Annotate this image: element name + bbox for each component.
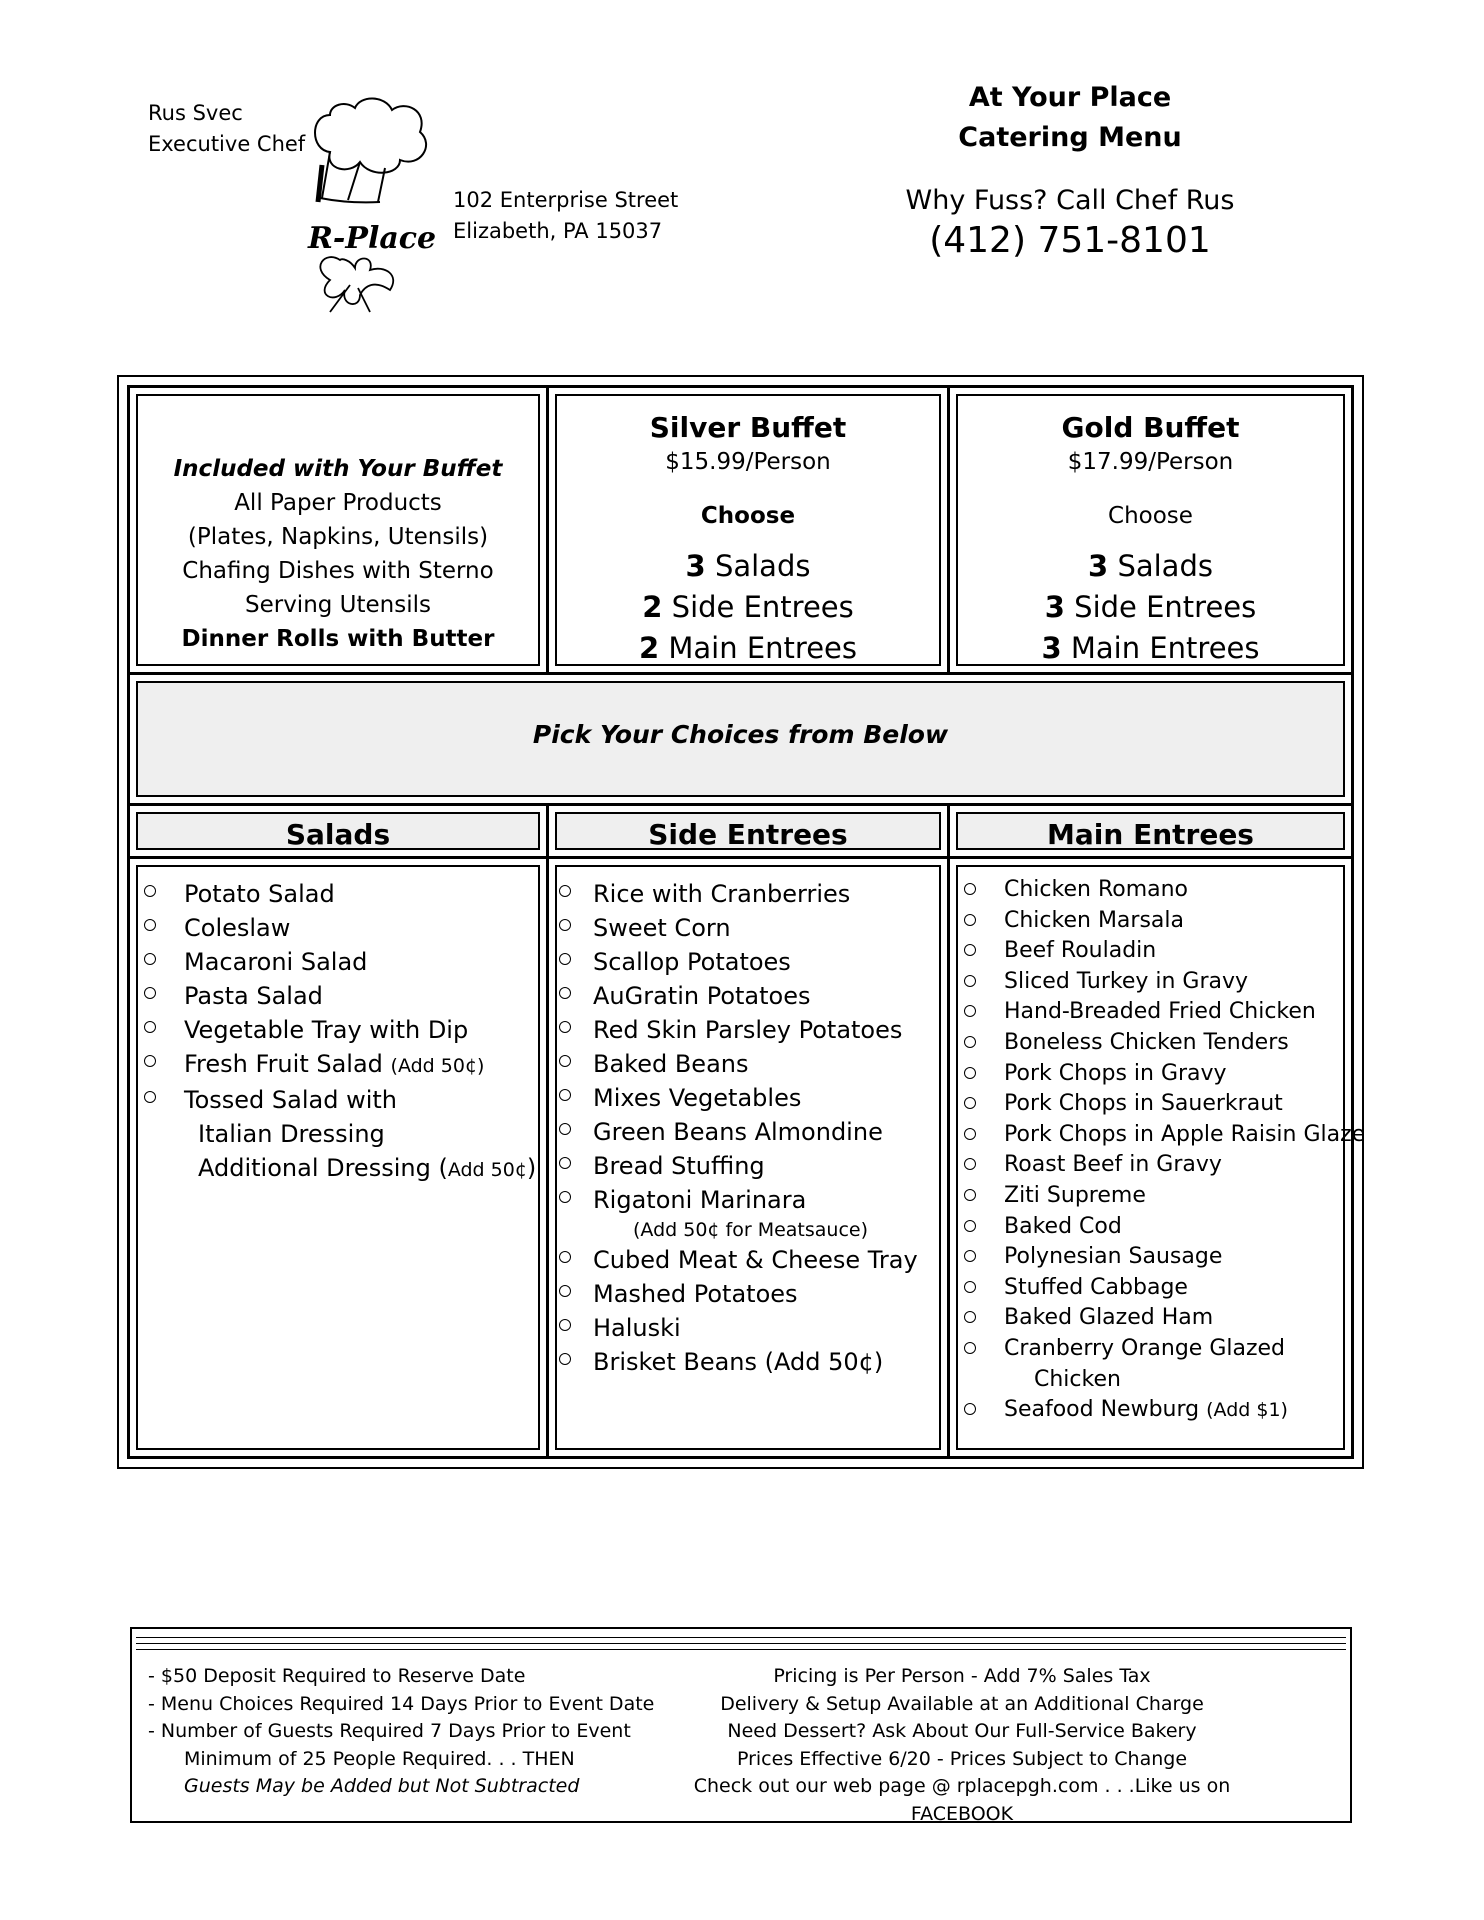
list-item: Vegetable Tray with Dip: [142, 1013, 536, 1047]
salads-header: Salads: [136, 812, 540, 850]
sides-list: [557, 877, 918, 1379]
mains-box: [956, 865, 1366, 1450]
list-item: Hand-Breaded Fried Chicken: [962, 997, 1365, 1028]
included-item: (Plates, Napkins, Utensils): [187, 524, 489, 550]
list-item: Cranberry Orange Glazed Chicken: [962, 1334, 1365, 1395]
chef-name: Rus Svec: [148, 101, 243, 125]
list-item: Chicken Marsala: [962, 906, 1365, 937]
chef-hat-icon: [300, 90, 460, 315]
included-item: Chafing Dishes with Sterno: [182, 558, 494, 584]
r-place-logo: [300, 90, 460, 315]
included-cell: [127, 385, 549, 675]
list-item: Sliced Turkey in Gravy: [962, 967, 1365, 998]
footer-box: [130, 1627, 1352, 1823]
footer-info-line: Need Dessert? Ask About Our Full-Service Bakery: [727, 1720, 1197, 1742]
list-item: Red Skin Parsley Potatoes: [557, 1013, 918, 1047]
list-item: Brisket Beans (Add 50¢): [557, 1345, 918, 1379]
list-item: Seafood Newburg (Add $1): [962, 1395, 1365, 1426]
list-item: Cubed Meat & Cheese Tray: [557, 1243, 918, 1277]
gold-salads: 3 Salads: [1088, 549, 1213, 583]
gold-sides: 3 Side Entrees: [1044, 590, 1257, 624]
sides-header-cell: [546, 803, 950, 859]
footer-policy: - Number of Guests Required 7 Days Prior to Event: [148, 1720, 631, 1742]
mains-header-cell: [947, 803, 1354, 859]
chef-title: Executive Chef: [148, 132, 306, 156]
menu-heading: [880, 78, 1260, 263]
salads-header-cell: [127, 803, 549, 859]
tagline: Why Fuss? Call Chef Rus: [905, 185, 1235, 216]
gold-choices: [958, 546, 1343, 669]
footer-rule: [136, 1649, 1346, 1650]
list-item: Macaroni Salad: [142, 945, 536, 979]
pick-choices-text: Pick Your Choices from Below: [532, 720, 949, 749]
mains-cell: [947, 856, 1366, 1459]
list-item: Baked Glazed Ham: [962, 1303, 1365, 1334]
footer-info: [662, 1663, 1262, 1828]
address-line-1: 102 Enterprise Street: [453, 188, 679, 212]
list-item: Roast Beef in Gravy: [962, 1150, 1365, 1181]
footer-policies: [148, 1663, 654, 1801]
gold-buffet-name: Gold Buffet: [1061, 411, 1240, 444]
footer-policy: Minimum of 25 People Required. . . THEN: [184, 1747, 575, 1770]
list-item: Scallop Potatoes: [557, 945, 918, 979]
gold-mains: 3 Main Entrees: [1041, 631, 1260, 665]
list-item: Chicken Romano: [962, 875, 1365, 906]
footer-info-line: Pricing is Per Person - Add 7% Sales Tax: [773, 1665, 1151, 1687]
list-item: Tossed Salad with Italian Dressing Additional Dressing (Add 50¢): [142, 1083, 536, 1187]
list-item: Potato Salad: [142, 877, 536, 911]
footer-info-line: Delivery & Setup Available at an Additional Charge: [720, 1692, 1204, 1715]
sides-box: [555, 865, 941, 1450]
footer-policy: - $50 Deposit Required to Reserve Date: [148, 1665, 526, 1687]
included-title: Included with Your Buffet: [173, 456, 503, 482]
list-item: Polynesian Sausage: [962, 1242, 1365, 1273]
sides-header: Side Entrees: [555, 812, 941, 850]
footer-policy: Guests May be Added but Not Subtracted: [184, 1775, 580, 1797]
salads-cell: [127, 856, 549, 1459]
salads-list: [142, 877, 536, 1187]
title-line-1: At Your Place: [968, 82, 1172, 113]
list-item: Fresh Fruit Salad (Add 50¢): [142, 1047, 536, 1083]
silver-choose-label: Choose: [700, 503, 796, 529]
silver-salads: 3 Salads: [685, 549, 811, 583]
gold-choose-label: Choose: [1108, 503, 1193, 529]
list-item: Ziti Supreme: [962, 1181, 1365, 1212]
chef-info: [148, 98, 305, 160]
footer-info-line: Prices Effective 6/20 - Prices Subject to Change: [736, 1747, 1188, 1770]
mains-header: Main Entrees: [956, 812, 1345, 850]
pick-cell: [127, 672, 1354, 806]
gold-buffet-price: $17.99/Person: [1067, 449, 1234, 475]
sides-cell: [546, 856, 950, 1459]
gold-buffet-cell: [947, 385, 1354, 675]
address-line-2: Elizabeth, PA 15037: [453, 219, 663, 243]
list-item: Sweet Corn: [557, 911, 918, 945]
list-item: Pork Chops in Sauerkraut: [962, 1089, 1365, 1120]
silver-buffet-cell: [546, 385, 950, 675]
silver-choices: [557, 546, 939, 669]
silver-buffet-box: [555, 394, 941, 666]
footer-rule: [136, 1643, 1346, 1644]
salads-box: [136, 865, 540, 1450]
footer-info-line: Check out our web page @ rplacepgh.com . . .Like us on FACEBOOK: [693, 1775, 1231, 1825]
list-item: Mashed Potatoes: [557, 1277, 918, 1311]
included-item: All Paper Products: [234, 490, 442, 516]
menu-grid: [127, 385, 1366, 1459]
footer-rule: [136, 1637, 1346, 1638]
silver-buffet-price: $15.99/Person: [665, 449, 831, 475]
list-item: Beef Rouladin: [962, 936, 1365, 967]
list-item: Haluski: [557, 1311, 918, 1345]
address: [453, 185, 678, 247]
list-item: AuGratin Potatoes: [557, 979, 918, 1013]
list-item: Rice with Cranberries: [557, 877, 918, 911]
title-line-2: Catering Menu: [958, 122, 1182, 153]
list-item: Pork Chops in Apple Raisin Glaze: [962, 1120, 1365, 1151]
list-item: Bread Stuffing: [557, 1149, 918, 1183]
list-item: Rigatoni Marinara (Add 50¢ for Meatsauce): [557, 1183, 918, 1243]
included-item: Serving Utensils: [244, 592, 432, 618]
list-item: Pasta Salad: [142, 979, 536, 1013]
logo-text: R-Place: [308, 221, 437, 256]
footer-policy: - Menu Choices Required 14 Days Prior to Event Date: [148, 1692, 655, 1715]
list-item: Baked Beans: [557, 1047, 918, 1081]
list-item: Baked Cod: [962, 1212, 1365, 1243]
gold-buffet-box: [956, 394, 1345, 666]
list-item: Mixes Vegetables: [557, 1081, 918, 1115]
list-item: Boneless Chicken Tenders: [962, 1028, 1365, 1059]
list-item: Green Beans Almondine: [557, 1115, 918, 1149]
phone-number: (412) 751-8101: [929, 220, 1211, 261]
silver-mains: 2 Main Entrees: [638, 631, 857, 665]
silver-sides: 2 Side Entrees: [642, 590, 854, 624]
included-box: [136, 394, 540, 666]
pick-box: [136, 681, 1345, 797]
mains-list: [962, 875, 1365, 1426]
list-item: Stuffed Cabbage: [962, 1273, 1365, 1304]
list-item: Coleslaw: [142, 911, 536, 945]
silver-buffet-name: Silver Buffet: [649, 411, 847, 444]
included-item-rolls: Dinner Rolls with Butter: [181, 626, 495, 652]
list-item: Pork Chops in Gravy: [962, 1059, 1365, 1090]
